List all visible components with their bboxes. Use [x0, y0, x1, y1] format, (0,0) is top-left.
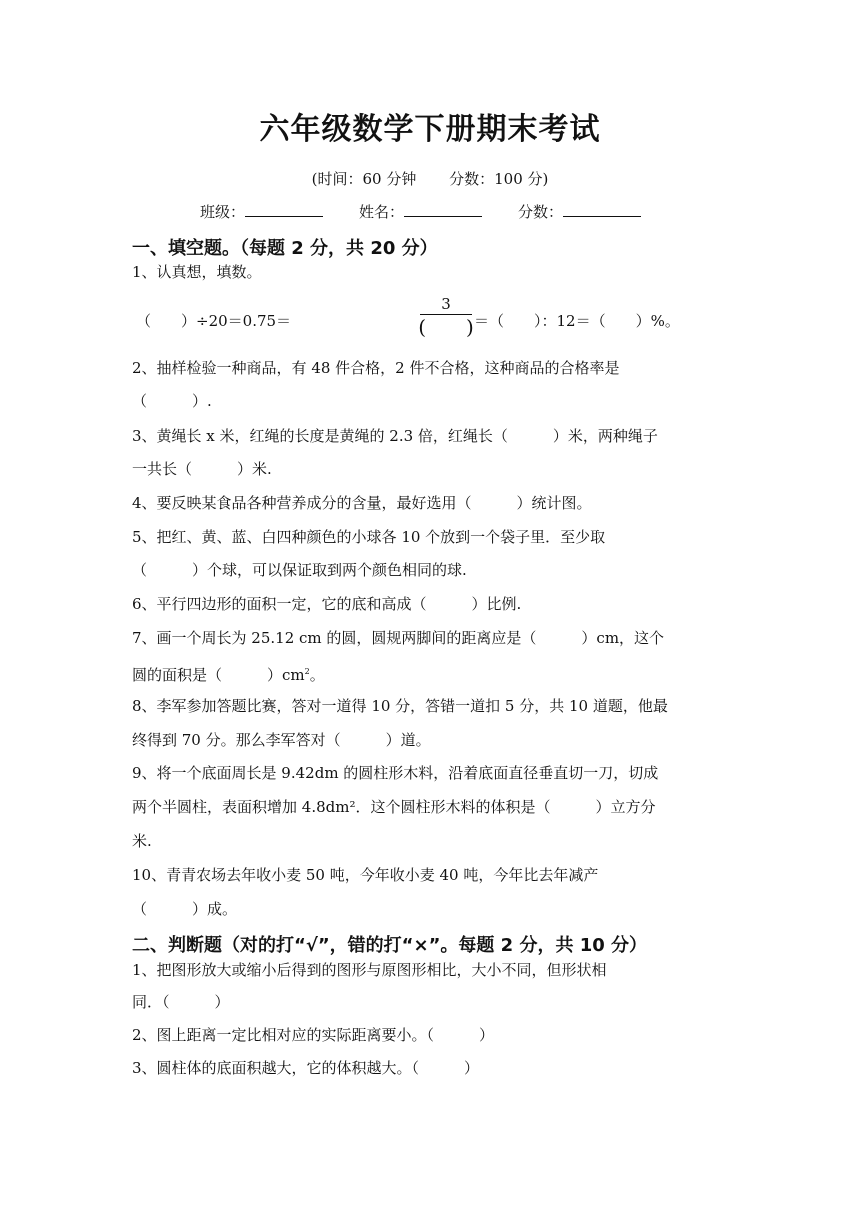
question-7-end: 。: [309, 666, 325, 684]
question-1-text: 1、认真想，填数。: [132, 263, 262, 281]
score-blank[interactable]: [563, 202, 641, 217]
squared-exponent: 2: [304, 667, 310, 676]
question-10-line-1: 10、青青农场去年收小麦 50 吨，今年收小麦 40 吨，今年比去年减产: [132, 866, 599, 884]
question-3-line-2: 一共长（ ）米.: [132, 460, 272, 478]
class-label: 班级：: [200, 203, 246, 221]
question-5-line-1: 5、把红、黄、蓝、白四种颜色的小球各 10 个放到一个袋子里．至少取: [132, 528, 606, 546]
judge-3: 3、圆柱体的底面积越大，它的体积越大。（ ）: [132, 1059, 480, 1077]
question-4: 4、要反映某食品各种营养成分的含量，最好选用（ ）统计图。: [132, 494, 592, 512]
question-8-line-1: 8、李军参加答题比赛，答对一道得 10 分，答错一道扣 5 分，共 10 道题，他最: [132, 697, 668, 715]
question-7-area-text: 圆的面积是（ ）cm: [132, 666, 305, 684]
fraction-numerator: 3: [441, 295, 451, 313]
question-7-line-1: 7、画一个周长为 25.12 cm 的圆，圆规两脚间的距离应是（ ）cm，这个: [132, 629, 665, 647]
judge-1-line-1: 1、把图形放大或缩小后得到的图形与原图形相比，大小不同，但形状相: [132, 961, 607, 979]
exam-time: (时间：60 分钟: [311, 170, 417, 188]
fraction: [418, 294, 474, 339]
question-10-line-2: （ ）成。: [132, 900, 238, 918]
student-info-row: [200, 201, 641, 222]
name-label: 姓名：: [359, 203, 405, 221]
equation-left: （ ）÷20＝0.75＝: [136, 312, 292, 330]
question-7-line-2: [132, 662, 325, 685]
fraction-denominator: ( ): [418, 315, 474, 339]
score-field: [518, 201, 641, 222]
equation-right: ＝（ ）：12＝（ ）%。: [474, 312, 680, 330]
question-6: 6、平行四边形的面积一定，它的底和高成（ ）比例.: [132, 595, 522, 613]
exam-subtitle: [0, 168, 860, 189]
exam-total-score: 分数：100 分): [449, 170, 549, 188]
class-blank[interactable]: [245, 202, 323, 217]
name-field: [359, 201, 482, 222]
question-5-line-2: （ ）个球，可以保证取到两个颜色相同的球.: [132, 561, 467, 579]
question-2-line-1: 2、抽样检验一种商品，有 48 件合格，2 件不合格，这种商品的合格率是: [132, 359, 620, 377]
question-1-equation: [132, 294, 732, 344]
name-blank[interactable]: [404, 202, 482, 217]
class-field: [200, 201, 323, 222]
page-title: 六年级数学下册期末考试: [259, 112, 601, 147]
section-fill-in-heading: 一、填空题。（每题 2 分，共 20 分）: [132, 238, 438, 259]
question-8-line-2: 终得到 70 分。那么李军答对（ ）道。: [132, 731, 431, 749]
question-2-line-2: （ ）.: [132, 392, 212, 410]
section-true-false-heading: 二、判断题（对的打“√”，错的打“×”。每题 2 分，共 10 分）: [132, 935, 648, 956]
question-9-line-1: 9、将一个底面周长是 9.42dm 的圆柱形木料，沿着底面直径垂直切一刀，切成: [132, 764, 659, 782]
question-9-line-3: 米.: [132, 832, 152, 850]
judge-2: 2、图上距离一定比相对应的实际距离要小。（ ）: [132, 1026, 495, 1044]
score-label: 分数：: [518, 203, 564, 221]
question-9-line-2: 两个半圆柱，表面积增加 4.8dm²．这个圆柱形木料的体积是（ ）立方分: [132, 798, 656, 816]
judge-1-line-2: 同．（ ）: [132, 993, 230, 1011]
question-3-line-1: 3、黄绳长 x 米，红绳的长度是黄绳的 2.3 倍，红绳长（ ）米，两种绳子: [132, 427, 658, 445]
